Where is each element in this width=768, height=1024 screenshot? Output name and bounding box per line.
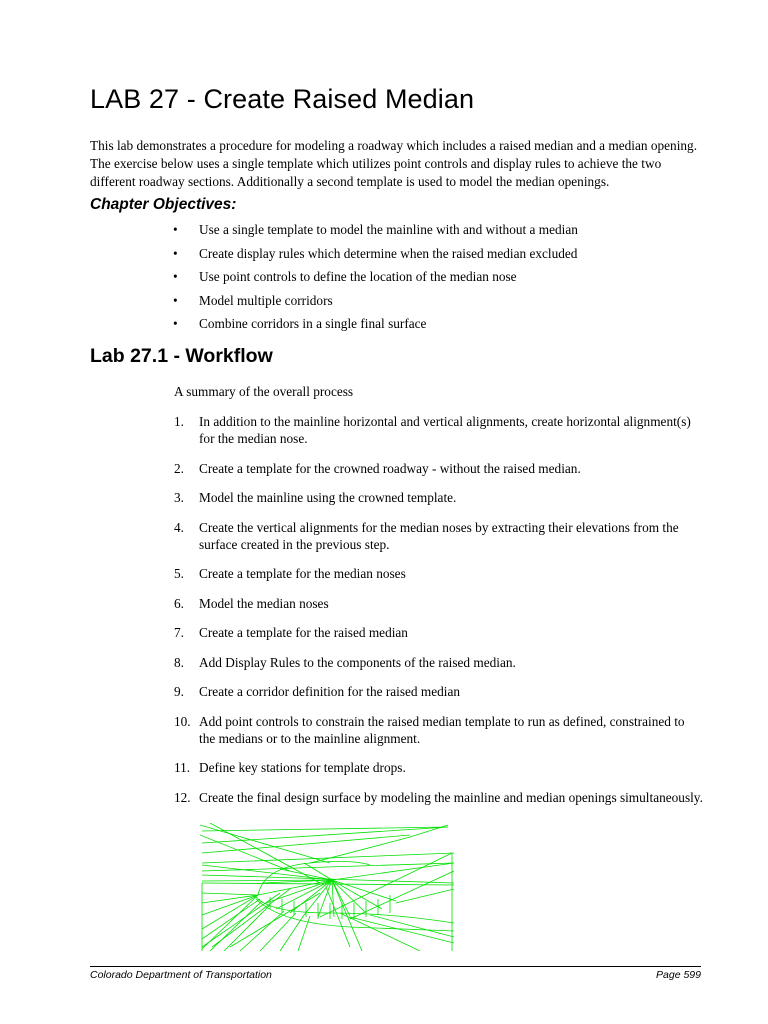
- objectives-heading: Chapter Objectives:: [90, 196, 237, 213]
- workflow-step: [174, 683, 704, 700]
- objective-text: Combine corridors in a single final surface: [199, 316, 427, 331]
- step-text: Add point controls to constrain the raised median template to run as defined, constrained to the medians or to the mainline alignment.: [199, 713, 685, 746]
- footer-organization: Colorado Department of Transportation: [90, 969, 272, 981]
- objective-text: Use point controls to define the location of the median nose: [199, 269, 517, 284]
- workflow-step: [174, 624, 704, 641]
- workflow-step: [174, 565, 704, 582]
- step-text: Create the vertical alignments for the median noses by extracting their elevations from the surface created in the previous step.: [199, 519, 679, 552]
- workflow-step: [174, 713, 704, 747]
- objective-item: [173, 316, 693, 340]
- step-number: 7.: [174, 625, 184, 640]
- step-number: 1.: [174, 414, 184, 429]
- page-title: LAB 27 - Create Raised Median: [90, 84, 475, 114]
- step-number: 12.: [174, 789, 191, 805]
- workflow-step: [174, 460, 704, 477]
- workflow-step: [174, 413, 704, 447]
- step-text: Create a template for the crowned roadway - without the raised median.: [199, 460, 581, 476]
- workflow-step: [174, 759, 704, 776]
- intro-paragraph: This lab demonstrates a procedure for modeling a roadway which includes a raised median and a median opening. The exercise below uses a single template which utilizes point controls and display rules to achieve the two different roadway sections. Additionally a second template is used to model the median openings.: [90, 138, 698, 189]
- workflow-step: [174, 489, 704, 506]
- workflow-step: [174, 519, 704, 553]
- step-number: 2.: [174, 460, 184, 476]
- objective-text: Create display rules which determine when the raised median excluded: [199, 245, 578, 261]
- step-number: 9.: [174, 684, 184, 699]
- step-number: 6.: [174, 595, 184, 611]
- workflow-heading: Lab 27.1 - Workflow: [90, 345, 273, 367]
- bullet-icon: •: [173, 316, 178, 331]
- step-text: In addition to the mainline horizontal and vertical alignments, create horizontal alignment(s) for the median nose.: [199, 414, 691, 446]
- footer-page-number: Page 599: [656, 969, 701, 981]
- wireframe-lines: [200, 823, 454, 951]
- step-text: Model the mainline using the crowned template.: [199, 490, 457, 505]
- workflow-step: [174, 789, 704, 806]
- step-number: 10.: [174, 713, 191, 729]
- objective-item: [173, 222, 693, 246]
- objective-item: [173, 246, 693, 270]
- step-number: 4.: [174, 519, 184, 535]
- objective-text: Use a single template to model the mainline with and without a median: [199, 222, 578, 237]
- step-text: Model the median noses: [199, 595, 329, 611]
- bullet-icon: •: [173, 222, 178, 237]
- objective-item: [173, 269, 693, 293]
- step-text: Create a template for the median noses: [199, 566, 406, 581]
- objectives-list: [173, 222, 693, 340]
- objective-text: Model multiple corridors: [199, 292, 333, 308]
- bullet-icon: •: [173, 292, 178, 308]
- bullet-icon: •: [173, 269, 178, 284]
- footer-divider: [90, 966, 701, 967]
- step-text: Create a corridor definition for the raised median: [199, 684, 461, 699]
- step-number: 3.: [174, 490, 184, 505]
- step-text: Add Display Rules to the components of the raised median.: [199, 654, 516, 670]
- step-number: 5.: [174, 566, 184, 581]
- workflow-steps-list: [174, 413, 704, 818]
- workflow-summary: A summary of the overall process: [174, 384, 354, 399]
- objective-item: [173, 293, 693, 317]
- workflow-step: [174, 595, 704, 612]
- step-text: Create the final design surface by modeling the mainline and median openings simultaneously.: [199, 789, 703, 805]
- step-number: 8.: [174, 654, 184, 670]
- workflow-step: [174, 654, 704, 671]
- corridor-wireframe-figure: [200, 823, 454, 951]
- step-text: Create a template for the raised median: [199, 625, 408, 640]
- bullet-icon: •: [173, 245, 178, 261]
- step-number: 11.: [174, 760, 191, 775]
- step-text: Define key stations for template drops.: [199, 760, 406, 775]
